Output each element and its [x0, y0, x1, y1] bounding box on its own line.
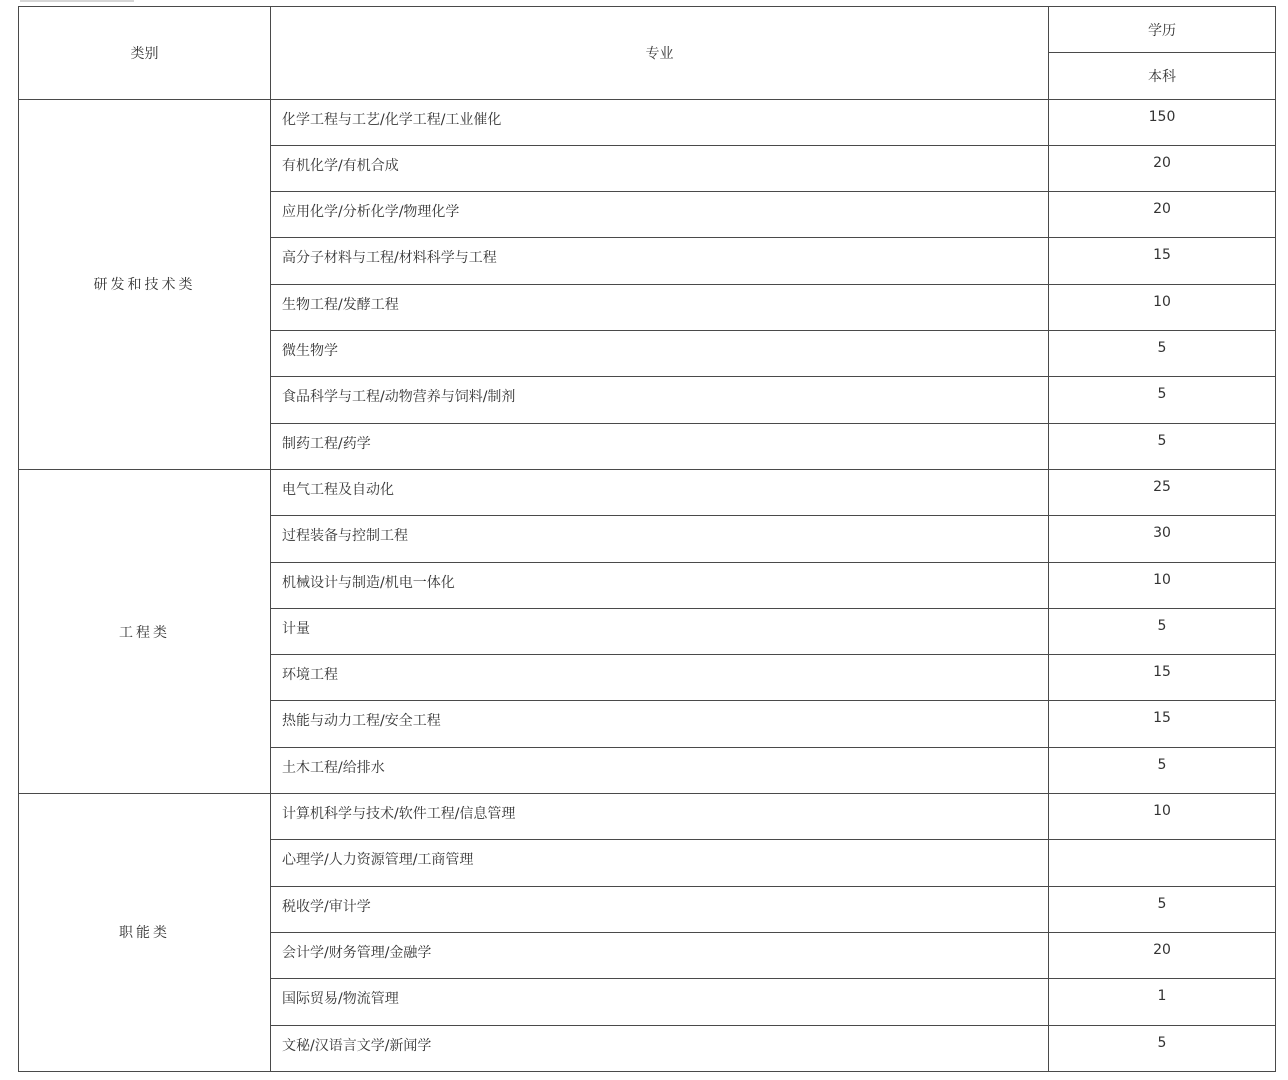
- table-row: [19, 469, 1276, 515]
- major-cell: 环境工程: [271, 655, 1049, 701]
- major-cell: 生物工程/发酵工程: [271, 284, 1049, 330]
- major-cell: 化学工程与工艺/化学工程/工业催化: [271, 99, 1049, 145]
- count-cell: 20: [1049, 145, 1276, 191]
- count-cell: [1049, 840, 1276, 886]
- category-engineering: 工程类: [19, 469, 271, 793]
- count-cell: 10: [1049, 562, 1276, 608]
- count-cell: 20: [1049, 932, 1276, 978]
- category-rd-tech: 研发和技术类: [19, 99, 271, 469]
- major-cell: 土木工程/给排水: [271, 747, 1049, 793]
- major-cell: 制药工程/药学: [271, 423, 1049, 469]
- count-cell: 5: [1049, 377, 1276, 423]
- count-cell: 150: [1049, 99, 1276, 145]
- count-cell: 5: [1049, 331, 1276, 377]
- major-cell: 会计学/财务管理/金融学: [271, 932, 1049, 978]
- major-cell: 热能与动力工程/安全工程: [271, 701, 1049, 747]
- major-cell: 计算机科学与技术/软件工程/信息管理: [271, 794, 1049, 840]
- count-cell: 15: [1049, 655, 1276, 701]
- header-category: 类别: [19, 7, 271, 100]
- major-cell: 机械设计与制造/机电一体化: [271, 562, 1049, 608]
- count-cell: 5: [1049, 1025, 1276, 1071]
- major-cell: 食品科学与工程/动物营养与饲料/制剂: [271, 377, 1049, 423]
- table-row: [19, 794, 1276, 840]
- major-cell: 过程装备与控制工程: [271, 516, 1049, 562]
- count-cell: 5: [1049, 747, 1276, 793]
- count-cell: 15: [1049, 238, 1276, 284]
- count-cell: 30: [1049, 516, 1276, 562]
- top-divider: [20, 0, 134, 2]
- major-cell: 心理学/人力资源管理/工商管理: [271, 840, 1049, 886]
- count-cell: 1: [1049, 979, 1276, 1025]
- count-cell: 5: [1049, 608, 1276, 654]
- major-cell: 文秘/汉语言文学/新闻学: [271, 1025, 1049, 1071]
- header-education: 学历: [1049, 7, 1276, 53]
- category-functional: 职能类: [19, 794, 271, 1072]
- major-cell: 税收学/审计学: [271, 886, 1049, 932]
- major-cell: 有机化学/有机合成: [271, 145, 1049, 191]
- major-cell: 国际贸易/物流管理: [271, 979, 1049, 1025]
- major-cell: 计量: [271, 608, 1049, 654]
- major-cell: 电气工程及自动化: [271, 469, 1049, 515]
- count-cell: 5: [1049, 423, 1276, 469]
- count-cell: 10: [1049, 284, 1276, 330]
- major-cell: 应用化学/分析化学/物理化学: [271, 192, 1049, 238]
- major-cell: 高分子材料与工程/材料科学与工程: [271, 238, 1049, 284]
- count-cell: 15: [1049, 701, 1276, 747]
- count-cell: 25: [1049, 469, 1276, 515]
- count-cell: 10: [1049, 794, 1276, 840]
- recruitment-table: [18, 6, 1276, 1072]
- count-cell: 5: [1049, 886, 1276, 932]
- count-cell: 20: [1049, 192, 1276, 238]
- header-major: 专业: [271, 7, 1049, 100]
- major-cell: 微生物学: [271, 331, 1049, 377]
- header-bachelor: 本科: [1049, 53, 1276, 99]
- table-row: [19, 99, 1276, 145]
